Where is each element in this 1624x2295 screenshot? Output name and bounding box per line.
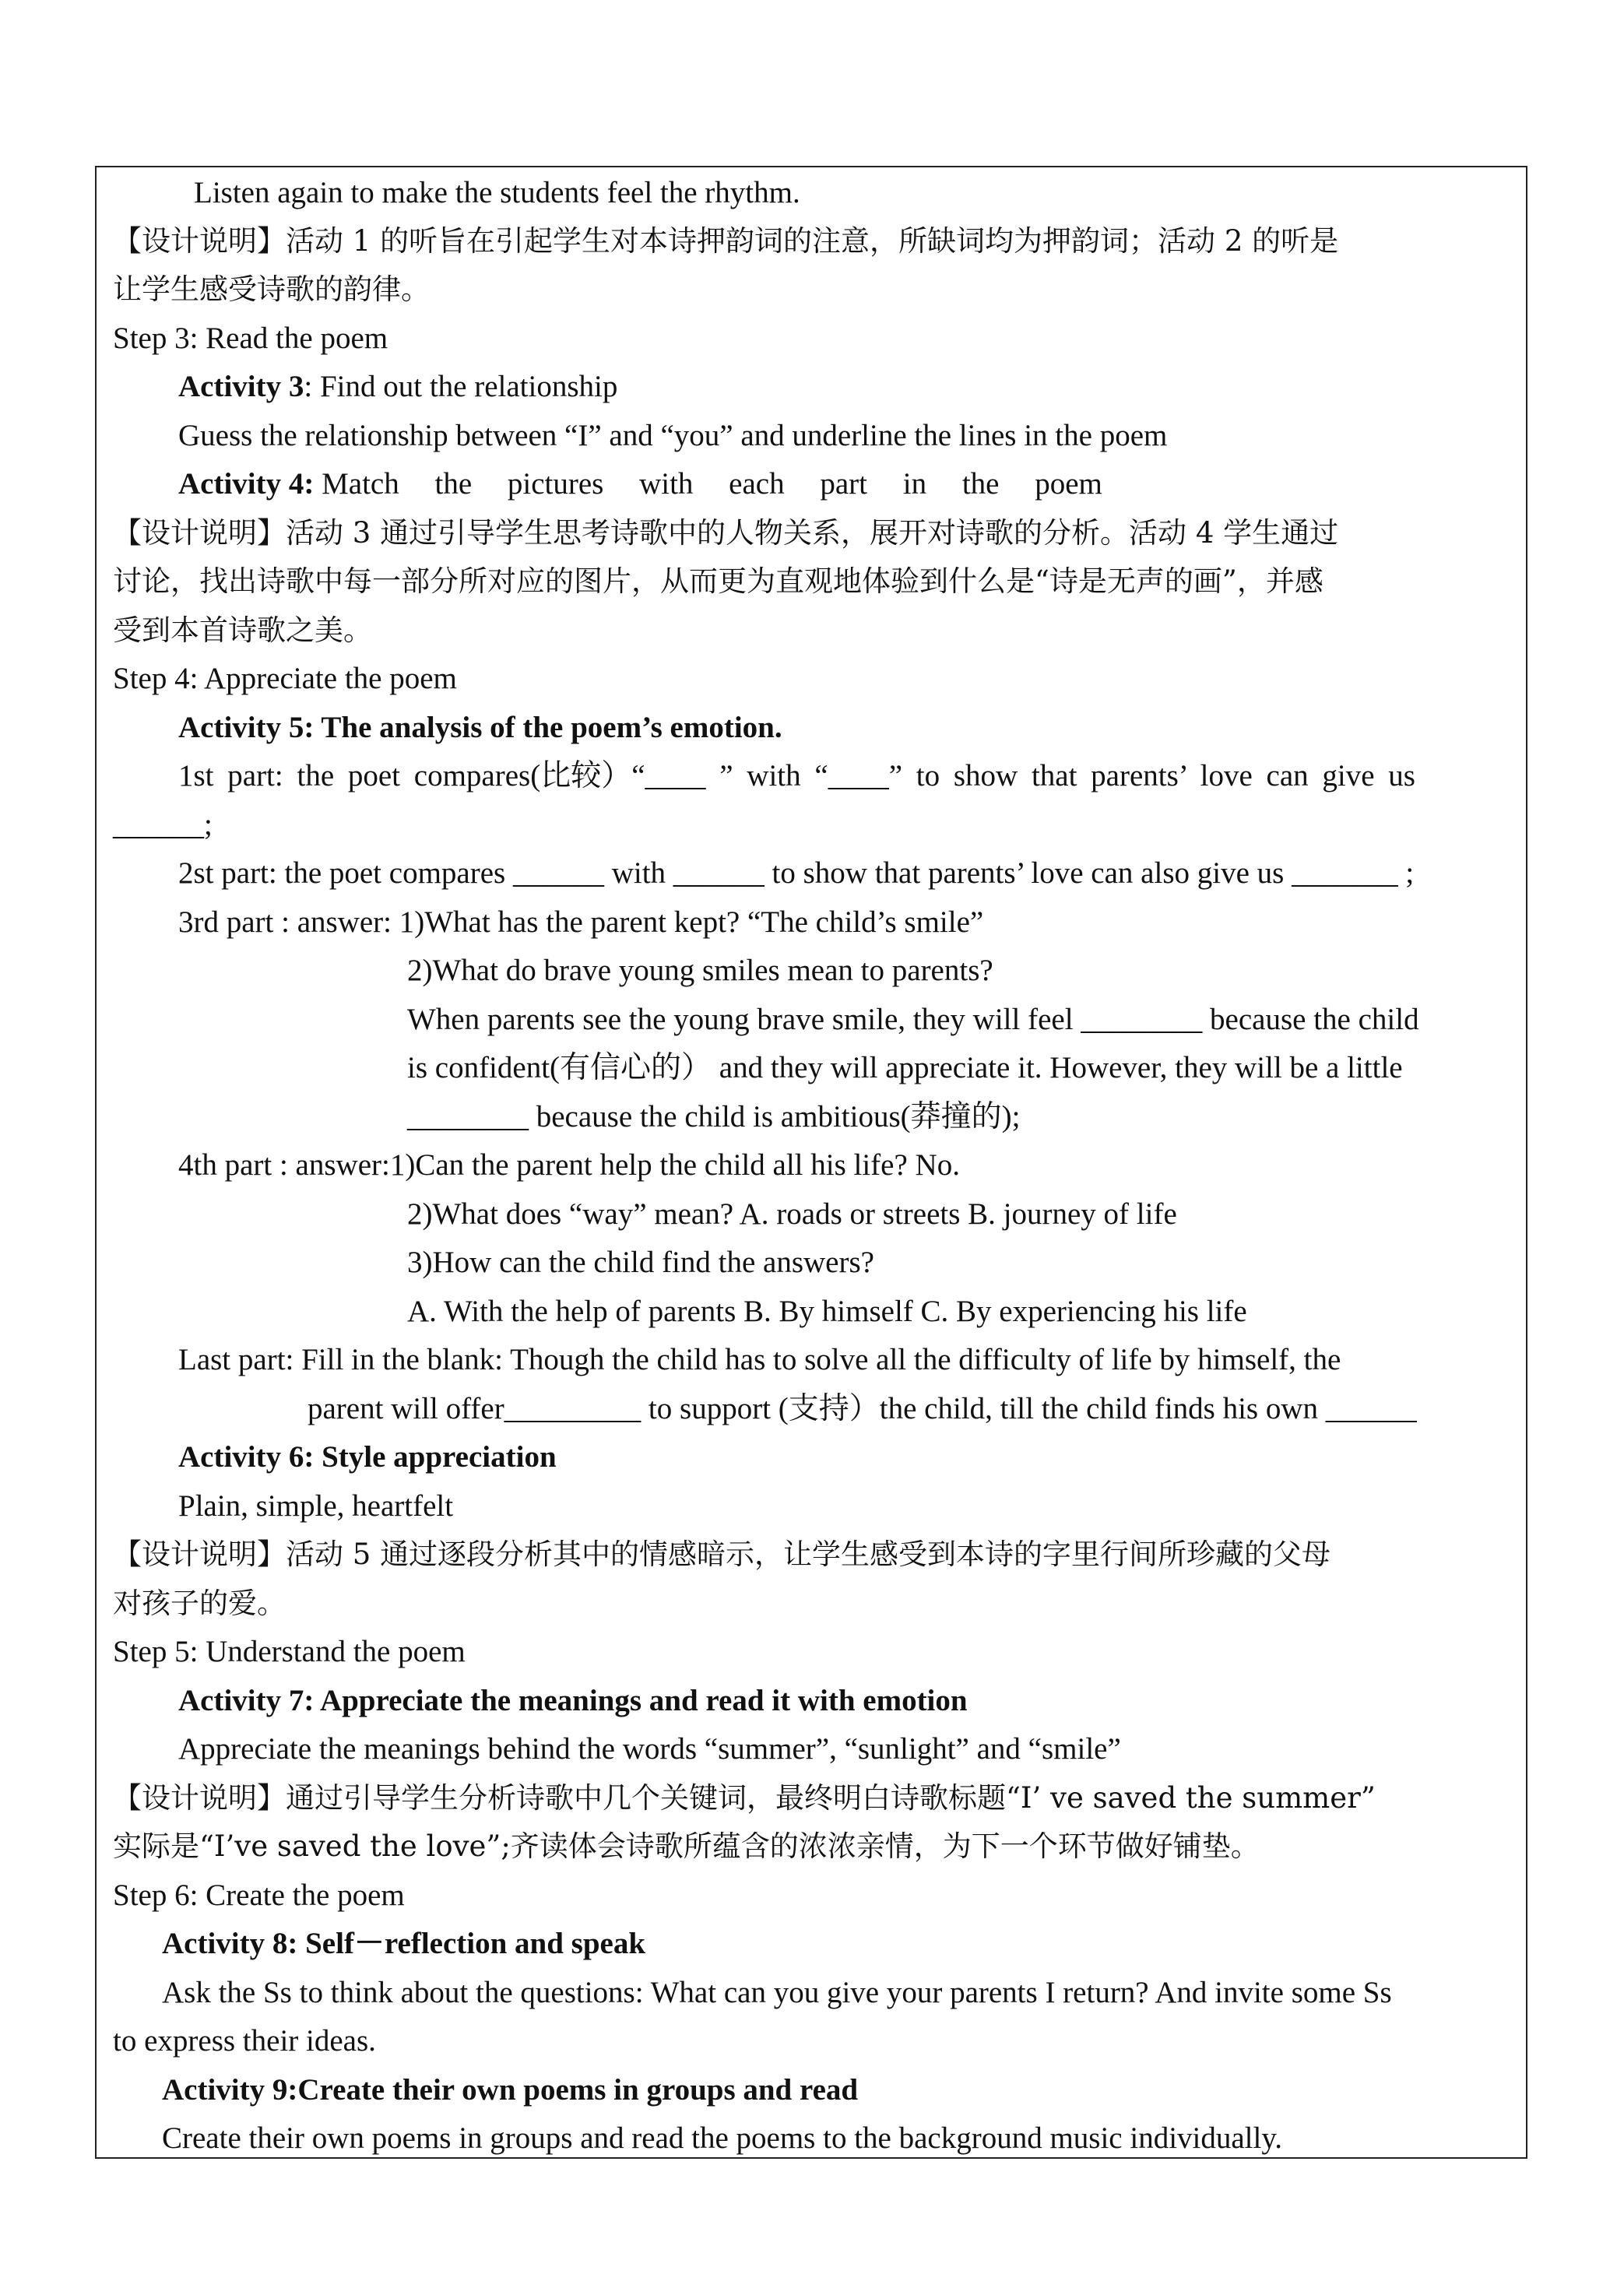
text-line: 2st part: the poet compares ______ with ______ to show that parents’ love can also give us _______ ; xyxy=(178,856,1415,890)
design-note-line: 讨论，找出诗歌中每一部分所对应的图片，从而更为直观地体验到什么是“诗是无声的画”，并感 xyxy=(113,564,1323,598)
design-note-line: 【设计说明】通过引导学生分析诗歌中几个关键词，最终明白诗歌标题“I’ ve saved the summer” xyxy=(113,1781,1376,1815)
activity-heading: Activity 9:Create their own poems in groups and read xyxy=(162,2073,859,2107)
activity-title: Match the pictures with each part in the poem xyxy=(322,467,1102,501)
step-heading: Step 4: Appreciate the poem xyxy=(113,662,457,695)
activity-heading: Activity 6: Style appreciation xyxy=(178,1440,557,1474)
text-line: 2)What do brave young smiles mean to parents? xyxy=(407,954,993,987)
design-note-line: 受到本首诗歌之美。 xyxy=(113,613,372,647)
text-line: Create their own poems in groups and read the poems to the background music individually. xyxy=(162,2121,1283,2155)
text-line: 4th part : answer:1)Can the parent help the child all his life? No. xyxy=(178,1148,960,1182)
text-line: Appreciate the meanings behind the words “summer”, “sunlight” and “smile” xyxy=(178,1732,1121,1766)
text-line: Ask the Ss to think about the questions: What can you give your parents I return? And invite some Ss xyxy=(162,1976,1392,2009)
activity-heading: Activity 8: Self－reflection and speak xyxy=(162,1927,646,1960)
design-note-line: 【设计说明】活动 1 的听旨在引起学生对本诗押韵词的注意，所缺词均为押韵词；活动 2 的听是 xyxy=(113,224,1339,258)
text-line: 1st part: the poet compares(比较）“____ ” with “____” to show that parents’ love can give us xyxy=(178,759,1415,793)
activity-heading xyxy=(178,466,1102,503)
text-line: Plain, simple, heartfelt xyxy=(178,1489,454,1523)
text-line: 3)How can the child find the answers? xyxy=(407,1246,874,1279)
text-line: ______; xyxy=(113,808,213,842)
text-line: parent will offer_________ to support (支持）the child, till the child finds his own ______ xyxy=(308,1392,1417,1425)
text-line: 3rd part : answer: 1)What has the parent kept? “The child’s smile” xyxy=(178,905,984,939)
text-line: Guess the relationship between “I” and “you” and underline the lines in the poem xyxy=(178,419,1168,452)
step-heading: Step 3: Read the poem xyxy=(113,322,388,355)
step-heading: Step 5: Understand the poem xyxy=(113,1635,466,1668)
activity-heading: Activity 7: Appreciate the meanings and read it with emotion xyxy=(178,1684,968,1717)
text-line: is confident(有信心的） and they will appreciate it. However, they will be a little xyxy=(407,1051,1403,1084)
text-line: A. With the help of parents B. By himself C. By experiencing his life xyxy=(407,1295,1247,1328)
design-note-line: 【设计说明】活动 5 通过逐段分析其中的情感暗示，让学生感受到本诗的字里行间所珍藏的父母 xyxy=(113,1538,1331,1571)
design-note-line: 【设计说明】活动 3 通过引导学生思考诗歌中的人物关系，展开对诗歌的分析。活动 4 学生通过 xyxy=(113,516,1339,550)
activity-title: : Find out the relationship xyxy=(304,370,618,403)
activity-label: Activity 3 xyxy=(178,370,304,403)
text-line: 2)What does “way” mean? A. roads or streets B. journey of life xyxy=(407,1197,1177,1231)
design-note-line: 实际是“I’ve saved the love”;齐读体会诗歌所蕴含的浓浓亲情，为下一个环节做好铺垫。 xyxy=(113,1829,1260,1863)
text-line: Listen again to make the students feel the rhythm. xyxy=(194,176,800,209)
activity-label: Activity 4: xyxy=(178,467,315,501)
text-line: to express their ideas. xyxy=(113,2024,376,2058)
activity-heading xyxy=(178,368,617,406)
step-heading: Step 6: Create the poem xyxy=(113,1879,405,1912)
activity-heading: Activity 5: The analysis of the poem’s emotion. xyxy=(178,711,782,744)
design-note-line: 让学生感受诗歌的韵律。 xyxy=(113,272,430,306)
text-line: ________ because the child is ambitious(莽撞的); xyxy=(407,1100,1021,1133)
text-line: When parents see the young brave smile, they will feel ________ because the child xyxy=(407,1003,1419,1036)
design-note-line: 对孩子的爱。 xyxy=(113,1587,286,1620)
text-line: Last part: Fill in the blank: Though the child has to solve all the difficulty of life by himself, the xyxy=(178,1343,1341,1376)
